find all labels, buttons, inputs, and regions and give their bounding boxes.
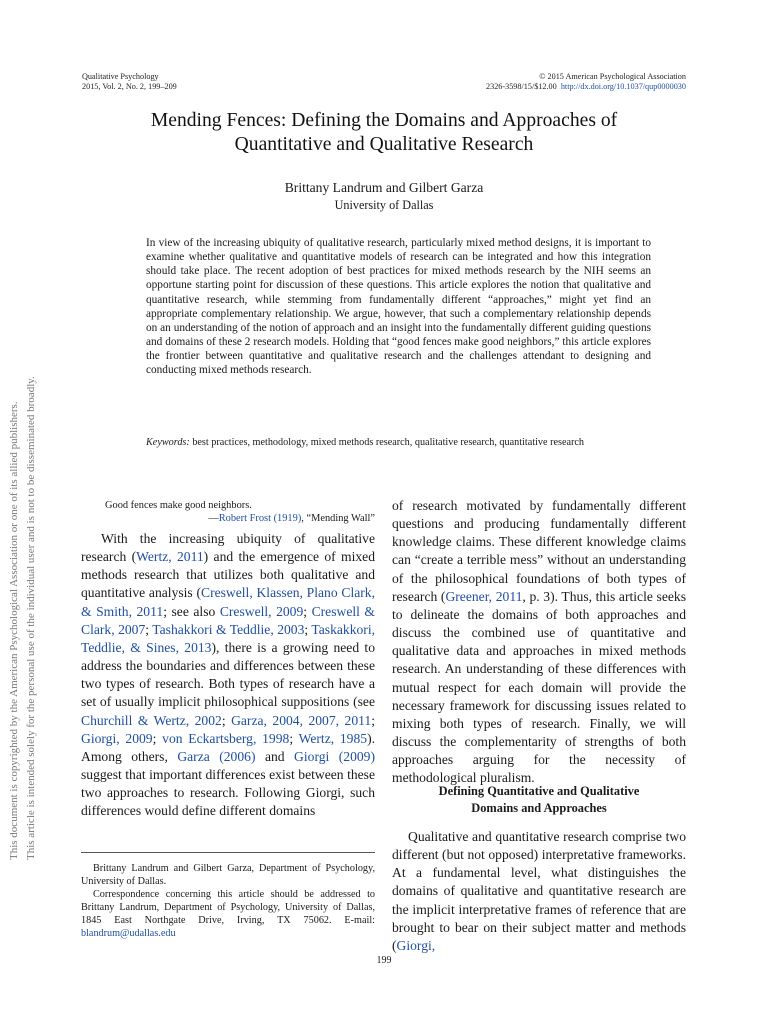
citation-link[interactable]: Garza, 2004, 2007, 2011 (231, 712, 372, 728)
issn-doi-line (486, 82, 686, 92)
body-text: ). Among others, (81, 730, 376, 764)
section-body (392, 828, 686, 955)
citation-link[interactable]: Tashakkori & Teddlie, 2003 (152, 621, 305, 637)
epigraph-attribution (105, 512, 375, 525)
body-text: suggest that important differences exist between these two approaches to research. Following Giorgi, such differences would define different domains (81, 767, 375, 819)
citation-link[interactable]: Taskakkori, Teddlie, & Sines, 2013 (81, 621, 376, 655)
right-column-paragraph (392, 497, 686, 788)
citation-link[interactable]: Creswell, Klassen, Plano Clark, & Smith, 2011 (81, 585, 375, 619)
citation-link[interactable]: Creswell & Clark, 2007 (81, 603, 376, 637)
left-column (81, 530, 375, 821)
journal-name: Qualitative Psychology (82, 72, 159, 81)
body-text: ; (152, 730, 163, 746)
epigraph-source-link[interactable]: Robert Frost (1919) (218, 513, 302, 524)
body-text: , p. 3). Thus, this article seeks to delineate the domains of both approaches and discuss the combined use of quantitative and qualitative data and approaches in mixed methods research. An understanding of these differences with mutual respect for each domain will provide the necessary framework for discussing issues related to mixing both types of research. Finally, we will discuss the complementarity of strengths of both approaches arguing for the necessity of methodological pluralism. (392, 588, 686, 786)
body-text: ; (304, 621, 312, 637)
keywords (146, 436, 651, 450)
affiliation: University of Dallas (334, 198, 434, 212)
section-heading (392, 783, 686, 817)
citation-link[interactable]: Creswell, 2009 (219, 603, 304, 619)
body-text: ), there is a growing need to address the boundaries and differences between these two types of research. Both types of research have a set of usually implicit philosophical suppositions (see (81, 639, 375, 710)
side-usage-notice: This article is intended solely for the personal use of the individual user and is not to be disseminated broadly. (25, 376, 37, 860)
citation-link[interactable]: Giorgi (2009) (294, 748, 375, 764)
section-paragraph (392, 828, 686, 955)
body-text: ; (371, 712, 375, 728)
citation-link[interactable]: Giorgi, 2009 (81, 730, 153, 746)
body-text: ; (221, 712, 232, 728)
right-column (392, 497, 686, 788)
body-text: Qualitative and quantitative research comprise two different (but not opposed) interpretative frameworks. At a fundamental level, what distinguishes the domains of qualitative and quantitative research are the implicit interpretative frames of reference that are brought to bear on their subject matter and methods ( (392, 829, 686, 953)
section-heading-line-1: Defining Quantitative and Qualitative (438, 784, 640, 798)
body-text: and (255, 748, 295, 764)
body-text: ) and the emergence of mixed methods research that utilizes both qualitative and quantitative analysis ( (81, 549, 376, 601)
issn-price: 2326-3598/15/$12.00 (486, 81, 557, 91)
keywords-list: best practices, methodology, mixed methods research, qualitative research, quantitative research (192, 437, 584, 448)
email-link[interactable]: blandrum@udallas.edu (81, 928, 176, 939)
body-text: With the increasing ubiquity of qualitative research ( (81, 531, 375, 565)
copyright-info (486, 72, 686, 91)
doi-link[interactable]: http://dx.doi.org/10.1037/qup0000030 (560, 81, 686, 91)
page-number: 199 (376, 955, 392, 966)
footnote-correspondence-text: Correspondence concerning this article should be addressed to Brittany Landrum, Department of Psychology, University of Dallas, 1845 East Northgate Drive, Irving, TX 75062. E-mail: (81, 889, 375, 926)
author-footnote (81, 862, 375, 940)
journal-info (82, 72, 177, 91)
citation-link[interactable]: Wertz, 2011 (136, 549, 204, 565)
side-copyright-notice: This document is copyrighted by the American Psychological Association or one of its allied publishers. (8, 401, 20, 860)
keywords-label: Keywords: (146, 437, 190, 448)
title-line-2: Quantitative and Qualitative Research (234, 134, 534, 155)
epigraph-quote: Good fences make good neighbors. (105, 500, 252, 511)
citation-link[interactable]: Greener, 2011 (445, 588, 523, 604)
citation-link[interactable]: von Eckartsberg, 1998 (162, 730, 290, 746)
footnote-divider (81, 852, 375, 853)
title-line-1: Mending Fences: Defining the Domains and Approaches of (150, 110, 618, 131)
body-text: ; (303, 603, 312, 619)
body-text: ; (145, 621, 153, 637)
citation-link[interactable]: Garza (2006) (177, 748, 256, 764)
body-text: ; see also (163, 603, 220, 619)
citation-link[interactable]: Wertz, 1985 (298, 730, 368, 746)
journal-volume: 2015, Vol. 2, No. 2, 199–209 (82, 81, 177, 91)
copyright-line: © 2015 American Psychological Association (539, 72, 686, 81)
body-text: ; (289, 730, 299, 746)
authors: Brittany Landrum and Gilbert Garza (284, 180, 484, 195)
section-heading-line-2: Domains and Approaches (471, 801, 607, 815)
article-title (60, 109, 708, 157)
epigraph-source-rest: , “Mending Wall” (301, 513, 375, 524)
citation-link[interactable]: Churchill & Wertz, 2002 (81, 712, 222, 728)
body-text: of research motivated by fundamentally different questions and producing fundamentally different knowledge claims. These different knowledge claims can “create a terrible mess” without an understanding of the philosophical foundations of both types of research ( (392, 498, 686, 604)
epigraph (105, 499, 375, 525)
footnote-correspondence (81, 888, 375, 940)
intro-paragraph (81, 530, 375, 821)
abstract: In view of the increasing ubiquity of qualitative research, particularly mixed method designs, it is important to examine whether qualitative and quantitative models of research can be integrated and how this integration should take place. The recent adoption of best practices for mixed methods research by the NIH seems an opportune starting point for discussion of these questions. This article explores the notion that qualitative and quantitative research, while stemming from fundamentally different “approaches,” might yet find an appropriate complementary relationship. We argue, however, that such a complementary relationship depends on an understanding of the notion of approach and an insight into the fundamentally different guiding questions and domains of these 2 research models. Holding that “good fences make good neighbors,” this article explores the frontier between quantitative and qualitative research and the challenges attendant to designing and conducting mixed methods research. (146, 237, 651, 377)
citation-link[interactable]: Giorgi, (396, 937, 436, 953)
footnote-affiliation: Brittany Landrum and Gilbert Garza, Department of Psychology, University of Dallas. (81, 863, 375, 887)
epigraph-dash: — (208, 513, 219, 524)
